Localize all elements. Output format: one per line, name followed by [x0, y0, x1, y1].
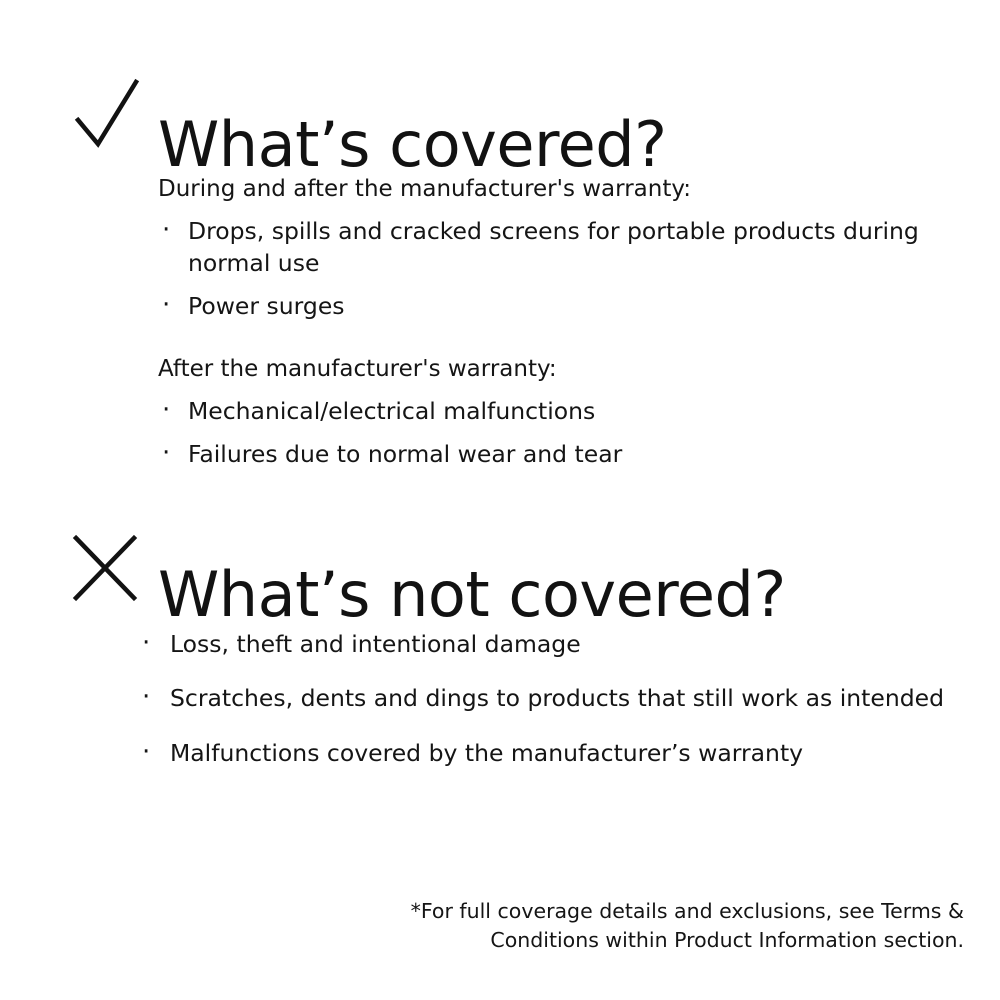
covered-body — [158, 174, 978, 470]
covered-lead-1: During and after the manufacturer's warranty: — [158, 176, 692, 202]
footnote-line-2: Conditions within Product Information section. — [490, 928, 964, 953]
list-item: · Power surges — [158, 290, 978, 322]
not-covered-heading-row — [0, 528, 1000, 631]
not-covered-list — [140, 628, 960, 769]
list-item: · Failures due to normal wear and tear — [158, 438, 978, 470]
covered-title: What’s covered? — [158, 107, 667, 181]
footnote — [344, 897, 964, 956]
covered-lead-2: After the manufacturer's warranty: — [158, 356, 557, 383]
list-item: · Drops, spills and cracked screens for portable products during normal use — [158, 215, 978, 280]
x-icon — [72, 528, 142, 608]
section-whats-covered — [0, 78, 1000, 468]
covered-heading-row — [0, 78, 1000, 181]
list-item: · Scratches, dents and dings to products that still work as intended — [140, 682, 960, 714]
not-covered-body — [140, 628, 960, 769]
not-covered-title: What’s not covered? — [158, 557, 786, 631]
covered-list-2 — [158, 395, 978, 470]
list-item: · Mechanical/electrical malfunctions — [158, 395, 978, 427]
covered-list-1 — [158, 215, 978, 322]
list-item: · Loss, theft and intentional damage — [140, 628, 960, 660]
check-icon — [72, 78, 142, 158]
section-whats-not-covered — [0, 528, 1000, 767]
footnote-line-1: *For full coverage details and exclusions, see Terms & — [410, 898, 964, 923]
list-item: · Malfunctions covered by the manufacturer’s warranty — [140, 737, 960, 769]
